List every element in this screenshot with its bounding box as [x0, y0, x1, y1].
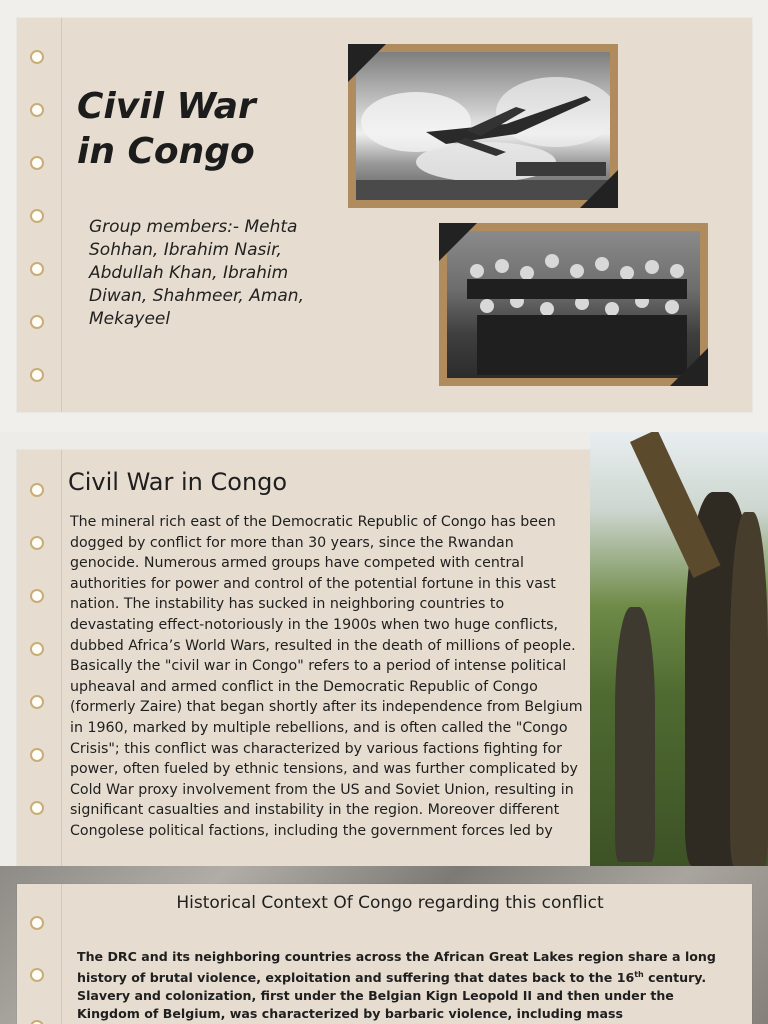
title-line-1: Civil War: [77, 86, 256, 127]
body-text-part: century. Slavery and colonization, first under the Belgian Kign Leopold II and then under the Kingdom of Belgium, was characterized by barbaric violence, including mass: [77, 970, 707, 1022]
slide-body-text: [77, 948, 727, 1023]
slide-historical-context: [0, 866, 768, 1024]
ring-hole-icon: [30, 589, 44, 603]
ring-hole-icon: [30, 916, 44, 930]
presentation-title: [77, 84, 337, 174]
photo-corner-icon: [439, 223, 477, 261]
soldiers-photo: [590, 432, 768, 866]
ring-hole-icon: [30, 209, 44, 223]
ring-hole-icon: [30, 368, 44, 382]
ring-hole-icon: [30, 483, 44, 497]
ring-hole-icon: [30, 315, 44, 329]
photo-corner-icon: [580, 170, 618, 208]
slide-civil-war: [0, 432, 768, 866]
notebook-spine: [17, 884, 62, 1024]
officers-image: [447, 231, 700, 378]
body-text-part: The DRC and its neighboring countries across the African Great Lakes region share a long history of brutal violence, exploitation and suffering that dates back to the 16: [77, 949, 716, 986]
ring-hole-icon: [30, 156, 44, 170]
superscript: th: [634, 970, 644, 979]
soldier-figure-icon: [730, 512, 768, 866]
ring-hole-icon: [30, 103, 44, 117]
soldier-figure-icon: [615, 607, 655, 862]
notebook-spine: [17, 450, 62, 866]
ring-hole-icon: [30, 50, 44, 64]
ring-hole-icon: [30, 748, 44, 762]
slide-heading: Historical Context Of Congo regarding this conflict: [176, 893, 604, 913]
officers-meeting-photo: [439, 223, 708, 386]
notebook-spine: [17, 18, 62, 412]
warplane-photo: [348, 44, 618, 208]
title-line-2: in Congo: [77, 131, 255, 172]
warplane-image: [356, 52, 610, 200]
slide-title: [0, 0, 768, 432]
ring-hole-icon: [30, 642, 44, 656]
ring-hole-icon: [30, 536, 44, 550]
ring-hole-icon: [30, 262, 44, 276]
people-group-icon: [447, 231, 700, 378]
photo-corner-icon: [670, 348, 708, 386]
ring-hole-icon: [30, 968, 44, 982]
group-members-text: Group members:- Mehta Sohhan, Ibrahim Nasir, Abdullah Khan, Ibrahim Diwan, Shahmeer, Aman, Mekayeel: [89, 217, 304, 329]
ring-hole-icon: [30, 695, 44, 709]
ring-hole-icon: [30, 1020, 44, 1024]
ring-hole-icon: [30, 801, 44, 815]
slide-heading: Civil War in Congo: [68, 468, 288, 496]
slide-body-text: The mineral rich east of the Democratic Republic of Congo has been dogged by conflict for more than 30 years, since the Rwandan genocide. Numerous armed groups have competed with central authorities for power and control of the potential fortune in this vast nation. The instability has sucked in neighboring countries to devastating effect-notoriously in the 1900s when two huge conflicts, dubbed Africa’s World Wars, resulted in the death of millions of people. Basically the "civil war in Congo" refers to a period of intense political upheaval and armed conflict in the Democratic Republic of Congo (formerly Zaire) that began shortly after its independence from Belgium in 1960, marked by multiple rebellions, and is often called the "Congo Crisis"; this conflict was characterized by various factions fighting for power, often fueled by ethnic tensions, and was further complicated by Cold War proxy involvement from the US and Soviet Union, resulting in significant casualties and instability in the region. Moreover different Congolese political factions, including the government forces led by: [70, 514, 583, 839]
photo-corner-icon: [348, 44, 386, 82]
warplane-icon: [356, 52, 610, 200]
